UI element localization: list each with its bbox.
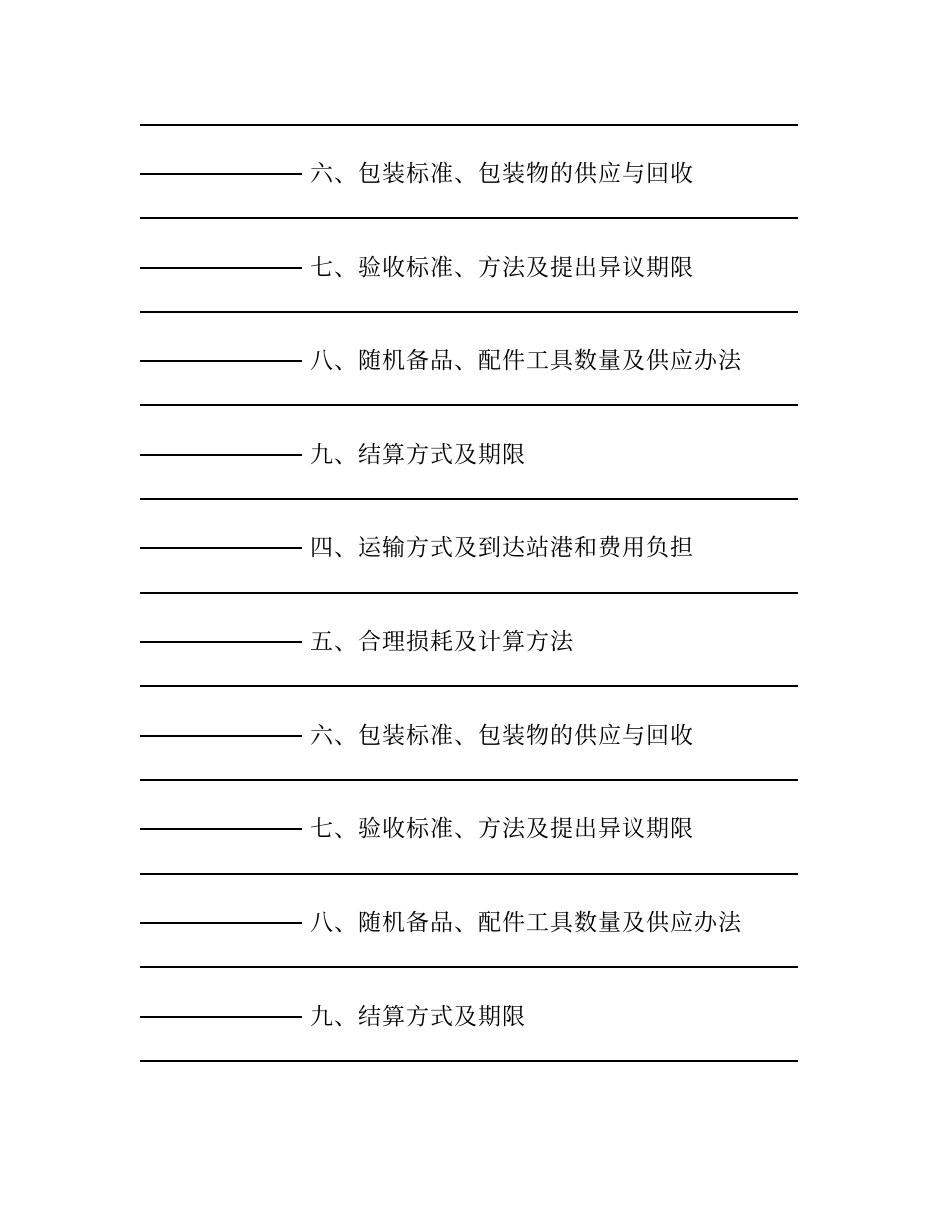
horizontal-rule — [140, 124, 798, 126]
fill-in-blank — [140, 1016, 302, 1018]
clause-label: 六、包装标准、包装物的供应与回收 — [310, 161, 694, 187]
clause-label: 八、随机备品、配件工具数量及供应办法 — [310, 910, 742, 936]
clause-item — [140, 346, 798, 376]
horizontal-rule — [140, 498, 798, 500]
horizontal-rule — [140, 311, 798, 313]
horizontal-rule — [140, 404, 798, 406]
clause-label: 七、验收标准、方法及提出异议期限 — [310, 255, 694, 281]
fill-in-blank — [140, 922, 302, 924]
clause-item — [140, 814, 798, 844]
clause-item — [140, 533, 798, 563]
clause-item — [140, 440, 798, 470]
clause-label: 九、结算方式及期限 — [310, 1004, 526, 1030]
horizontal-rule — [140, 779, 798, 781]
clause-label: 八、随机备品、配件工具数量及供应办法 — [310, 348, 742, 374]
clause-item — [140, 721, 798, 751]
horizontal-rule — [140, 966, 798, 968]
horizontal-rule — [140, 873, 798, 875]
fill-in-blank — [140, 173, 302, 175]
clause-label: 九、结算方式及期限 — [310, 442, 526, 468]
horizontal-rule — [140, 1060, 798, 1062]
horizontal-rule — [140, 592, 798, 594]
clause-label: 四、运输方式及到达站港和费用负担 — [310, 535, 694, 561]
fill-in-blank — [140, 547, 302, 549]
fill-in-blank — [140, 735, 302, 737]
clause-item — [140, 1002, 798, 1032]
clause-item — [140, 253, 798, 283]
clause-item — [140, 627, 798, 657]
clause-label: 五、合理损耗及计算方法 — [310, 629, 574, 655]
clause-item — [140, 908, 798, 938]
fill-in-blank — [140, 641, 302, 643]
horizontal-rule — [140, 217, 798, 219]
clause-item — [140, 159, 798, 189]
fill-in-blank — [140, 454, 302, 456]
horizontal-rule — [140, 685, 798, 687]
fill-in-blank — [140, 360, 302, 362]
fill-in-blank — [140, 828, 302, 830]
clause-label: 六、包装标准、包装物的供应与回收 — [310, 723, 694, 749]
fill-in-blank — [140, 267, 302, 269]
clause-label: 七、验收标准、方法及提出异议期限 — [310, 816, 694, 842]
